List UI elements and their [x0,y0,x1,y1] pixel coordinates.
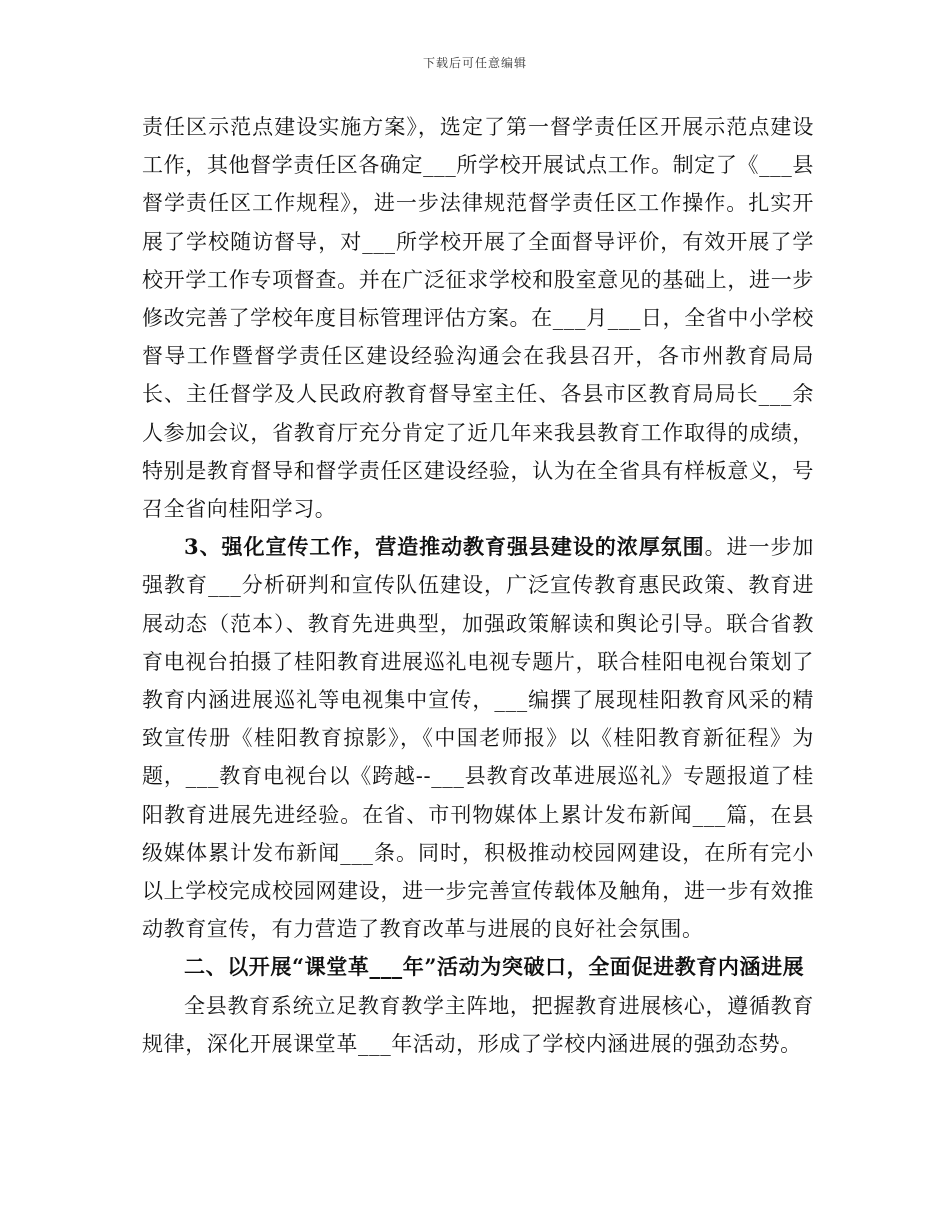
section-heading-text: 二、以开展“课堂革___年”活动为突破口，全面促进教育内涵进展 [184,954,805,980]
paragraph-heading: 3、强化宣传工作，营造推动教育强县建设的浓厚氛围 [184,534,705,560]
paragraph-supervision [142,108,814,528]
document-body [142,108,814,1063]
page-header: 下载后可任意编辑 [422,56,527,70]
paragraph-text: 责任区示范点建设实施方案》，选定了第一督学责任区开展示范点建设工作，其他督学责任区各确定___所学校开展试点工作。制定了《___县督学责任区工作规程》，进一步法律规范督学责任区工作操作。扎实开展了学校随访督导，对___所学校开展了全面督导评价，有效开展了学校开学工作专项督查。并在广泛征求学校和股室意见的基础上，进一步修改完善了学校年度目标管理评估方案。在___月___日，全省中小学校督导工作暨督学责任区建设经验沟通会在我县召开，各市州教育局局长、主任督学及人民政府教育督导室主任、各县市区教育局局长___余人参加会议，省教育厅充分肯定了近几年来我县教育工作取得的成绩，特别是教育督导和督学责任区建设经验，认为在全省具有样板意义，号召全省向桂阳学习。 [142,115,814,522]
paragraph-text: 。进一步加强教育___分析研判和宣传队伍建设，广泛宣传教育惠民政策、教育进展动态（范本）、教育先进典型，加强政策解读和舆论引导。联合省教育电视台拍摄了桂阳教育进展巡礼电视专题片，联合桂阳电视台策划了教育内涵进展巡礼等电视集中宣传，___编撰了展现桂阳教育风采的精致宣传册《桂阳教育掠影》，《中国老师报》以《桂阳教育新征程》为题，___教育电视台以《跨越--___县教育改革进展巡礼》专题报道了桂阳教育进展先进经验。在省、市刊物媒体上累计发布新闻___篇，在县级媒体累计发布新闻___条。同时，积极推动校园网建设，在所有完小以上学校完成校园网建设，进一步完善宣传载体及触角，进一步有效推动教育宣传，有力营造了教育改革与进展的良好社会氛围。 [142,535,815,942]
paragraph-text: 全县教育系统立足教育教学主阵地，把握教育进展核心，遵循教育规律，深化开展课堂革___年活动，形成了学校内涵进展的强劲态势。 [142,993,814,1056]
paragraph-publicity [142,528,814,948]
paragraph-classroom-reform [142,987,814,1063]
section-heading-classroom-reform [142,948,814,986]
